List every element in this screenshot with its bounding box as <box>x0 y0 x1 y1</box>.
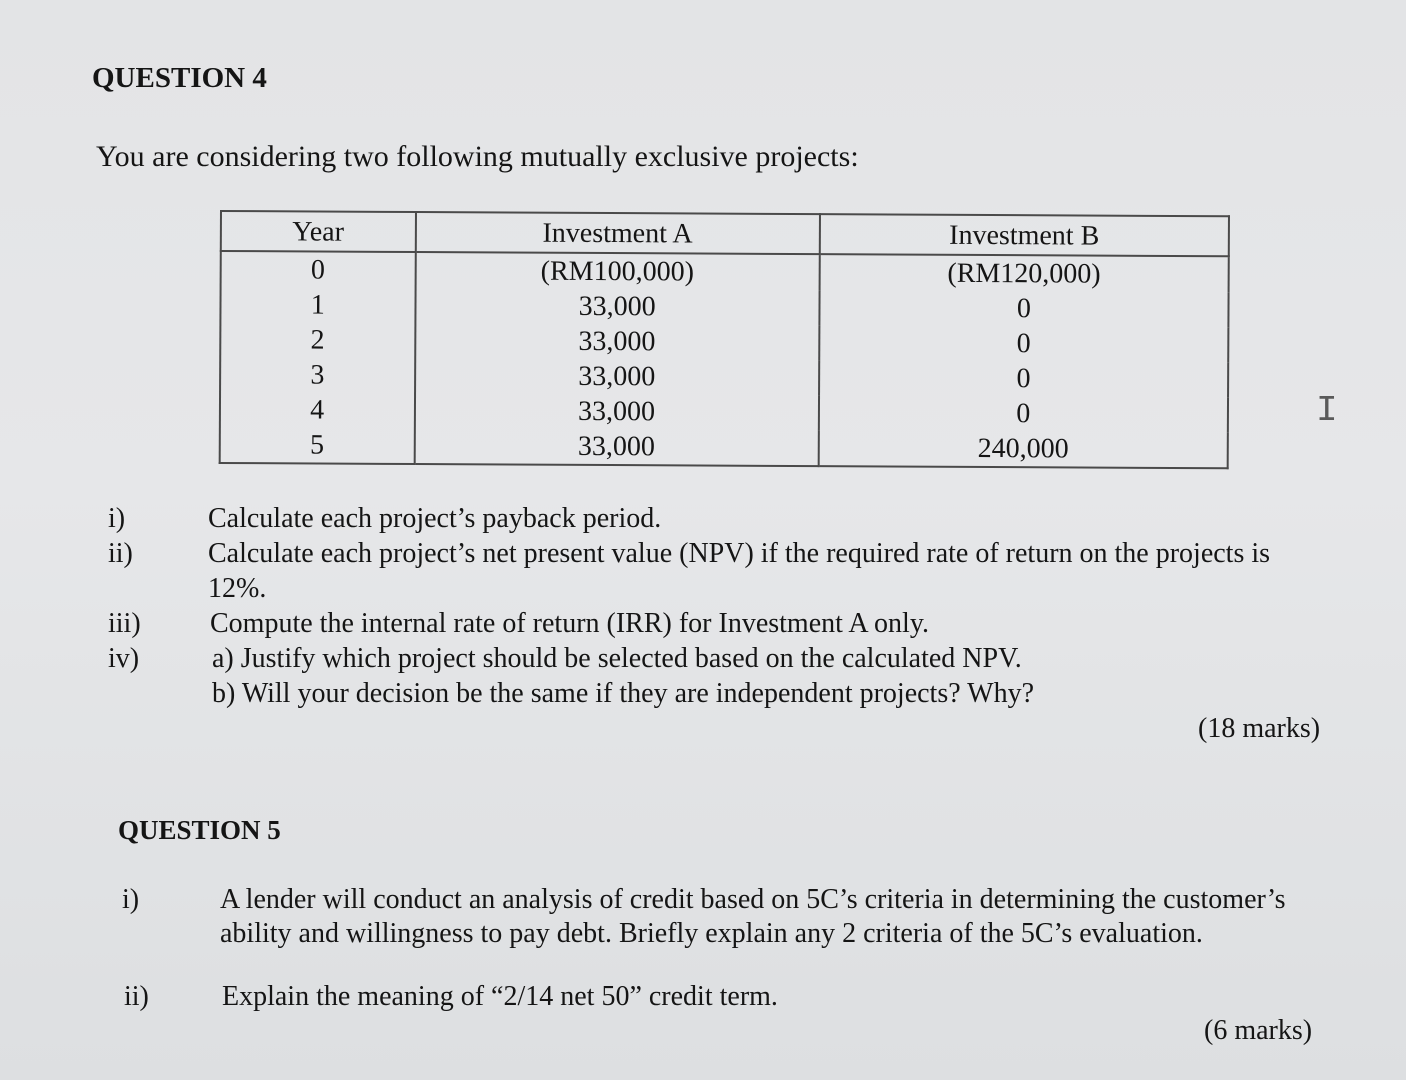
item-text: A lender will conduct an analysis of credit based on 5C’s criteria in determining the customer’s <box>220 884 1286 915</box>
table-row <box>220 392 1228 432</box>
item-number: iv) <box>108 643 140 674</box>
cell-investment-a: 33,000 <box>414 428 818 466</box>
cell-year: 3 <box>220 357 415 393</box>
item-text-continued: 12%. <box>208 573 267 604</box>
header-investment-a: Investment A <box>415 212 819 254</box>
item-number: i) <box>122 884 140 915</box>
cash-flow-table <box>219 210 1230 469</box>
cell-investment-a: (RM100,000) <box>415 252 819 290</box>
item-number: ii) <box>124 981 149 1012</box>
table-row <box>220 427 1228 468</box>
cell-investment-a: 33,000 <box>414 393 818 430</box>
table-row <box>220 287 1228 327</box>
question-4-marks: (18 marks) <box>1198 713 1321 744</box>
question-5-marks: (6 marks) <box>1204 1015 1313 1046</box>
item-text: Compute the internal rate of return (IRR) for Investment A only. <box>210 608 930 639</box>
cell-investment-b: 0 <box>819 360 1228 397</box>
cell-investment-a: 33,000 <box>415 323 819 360</box>
cell-investment-b: 0 <box>819 325 1228 362</box>
text-cursor-icon: I <box>1316 390 1338 431</box>
cell-year: 1 <box>220 287 415 323</box>
cell-investment-b: (RM120,000) <box>819 254 1228 292</box>
cell-year: 5 <box>220 427 415 464</box>
item-text: Explain the meaning of “2/14 net 50” credit term. <box>222 981 778 1012</box>
cell-year: 0 <box>221 251 416 288</box>
cell-year: 4 <box>220 392 415 428</box>
cell-investment-b: 0 <box>819 290 1228 327</box>
item-text-continued: ability and willingness to pay debt. Briefly explain any 2 criteria of the 5C’s evaluation. <box>220 918 1203 949</box>
item-text: Calculate each project’s net present value (NPV) if the required rate of return on the projects is <box>208 538 1271 569</box>
header-year: Year <box>221 211 416 252</box>
item-text: a) Justify which project should be selected based on the calculated NPV. <box>212 643 1022 674</box>
cell-year: 2 <box>220 322 415 358</box>
cell-investment-b: 240,000 <box>818 430 1227 468</box>
item-text-continued: b) Will your decision be the same if they are independent projects? Why? <box>212 678 1035 709</box>
cell-investment-a: 33,000 <box>415 288 819 325</box>
item-number: iii) <box>108 608 141 639</box>
header-investment-b: Investment B <box>820 214 1229 256</box>
item-number: ii) <box>108 538 133 569</box>
question-4-intro: You are considering two following mutually exclusive projects: <box>96 140 859 173</box>
cell-investment-b: 0 <box>819 395 1228 432</box>
table-row <box>220 357 1228 397</box>
item-text: Calculate each project’s payback period. <box>208 503 662 534</box>
table-header-row <box>221 211 1229 256</box>
cell-investment-a: 33,000 <box>415 358 819 395</box>
question-5-heading: QUESTION 5 <box>118 815 281 845</box>
question-4-heading: QUESTION 4 <box>92 62 267 94</box>
table-row <box>220 322 1228 362</box>
item-number: i) <box>108 503 126 534</box>
table-row <box>221 251 1229 292</box>
